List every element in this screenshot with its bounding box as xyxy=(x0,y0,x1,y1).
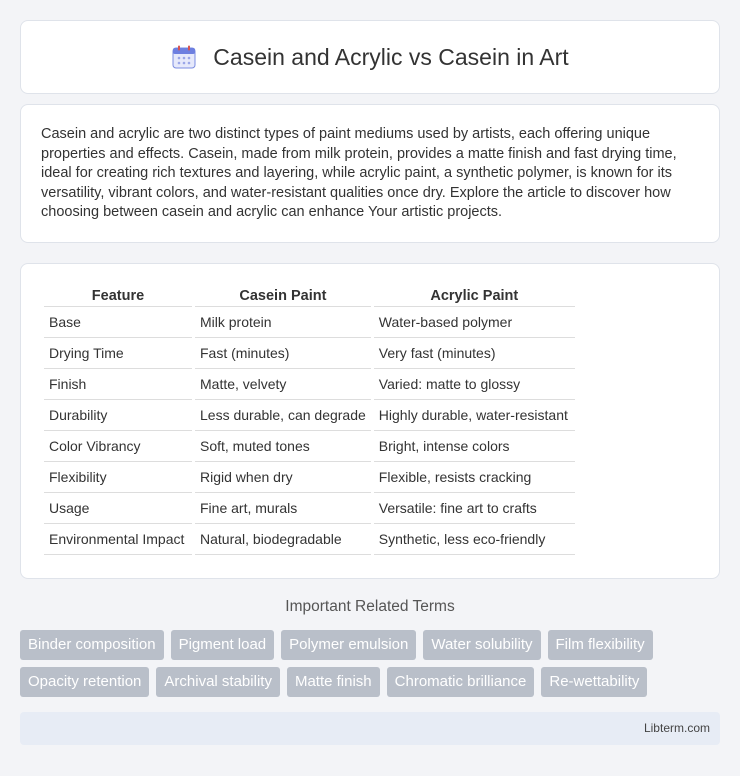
calendar-icon xyxy=(171,44,197,70)
table-cell: Environmental Impact xyxy=(44,524,192,555)
table-row xyxy=(44,493,575,524)
table-header-row xyxy=(44,282,575,307)
term-tag[interactable]: Pigment load xyxy=(171,630,275,660)
comparison-table xyxy=(41,282,578,555)
term-tag[interactable]: Opacity retention xyxy=(20,667,149,697)
term-tag[interactable]: Archival stability xyxy=(156,667,280,697)
table-cell: Bright, intense colors xyxy=(374,431,575,462)
footer xyxy=(20,712,720,745)
table-cell: Color Vibrancy xyxy=(44,431,192,462)
intro-text: Casein and acrylic are two distinct types of paint mediums used by artists, each offering unique properties and effects. Casein, made from milk protein, provides a matte finish and fast drying time, ideal for creating rich textures and layering, while acrylic paint, a synthetic polymer, is known for its versatility, vibrant colors, and water-resistant qualities once dry. Explore the article to discover how choosing between casein and acrylic can enhance Your artistic projects. xyxy=(41,126,677,220)
table-cell: Matte, velvety xyxy=(195,369,371,400)
related-terms-tags xyxy=(20,630,720,704)
table-cell: Soft, muted tones xyxy=(195,431,371,462)
table-row xyxy=(44,338,575,369)
table-cell: Finish xyxy=(44,369,192,400)
table-row xyxy=(44,369,575,400)
term-tag[interactable]: Water solubility xyxy=(423,630,540,660)
table-cell: Usage xyxy=(44,493,192,524)
tag-row xyxy=(20,667,720,697)
table-cell: Fine art, murals xyxy=(195,493,371,524)
table-cell: Highly durable, water-resistant xyxy=(374,400,575,431)
table-row xyxy=(44,307,575,338)
term-tag[interactable]: Re-wettability xyxy=(541,667,647,697)
column-header: Acrylic Paint xyxy=(374,282,575,307)
table-cell: Flexibility xyxy=(44,462,192,493)
table-row xyxy=(44,462,575,493)
term-tag[interactable]: Polymer emulsion xyxy=(281,630,416,660)
table-cell: Milk protein xyxy=(195,307,371,338)
term-tag[interactable]: Matte finish xyxy=(287,667,380,697)
related-terms-title: Important Related Terms xyxy=(285,598,455,615)
table-cell: Base xyxy=(44,307,192,338)
term-tag[interactable]: Chromatic brilliance xyxy=(387,667,535,697)
table-cell: Fast (minutes) xyxy=(195,338,371,369)
table-row xyxy=(44,524,575,555)
table-row xyxy=(44,431,575,462)
table-cell: Rigid when dry xyxy=(195,462,371,493)
table-cell: Water-based polymer xyxy=(374,307,575,338)
column-header: Casein Paint xyxy=(195,282,371,307)
column-header: Feature xyxy=(44,282,192,307)
table-cell: Natural, biodegradable xyxy=(195,524,371,555)
page-title: Casein and Acrylic vs Casein in Art xyxy=(213,43,569,70)
table-cell: Versatile: fine art to crafts xyxy=(374,493,575,524)
table-cell: Less durable, can degrade xyxy=(195,400,371,431)
footer-site-link[interactable]: Libterm.com xyxy=(643,721,710,735)
term-tag[interactable]: Film flexibility xyxy=(548,630,653,660)
table-cell: Synthetic, less eco-friendly xyxy=(374,524,575,555)
table-cell: Very fast (minutes) xyxy=(374,338,575,369)
intro-card xyxy=(20,104,720,243)
title-card xyxy=(20,20,720,94)
tag-row xyxy=(20,630,720,660)
table-cell: Durability xyxy=(44,400,192,431)
table-cell: Varied: matte to glossy xyxy=(374,369,575,400)
term-tag[interactable]: Binder composition xyxy=(20,630,164,660)
table-row xyxy=(44,400,575,431)
comparison-card xyxy=(20,263,720,579)
table-cell: Flexible, resists cracking xyxy=(374,462,575,493)
table-cell: Drying Time xyxy=(44,338,192,369)
